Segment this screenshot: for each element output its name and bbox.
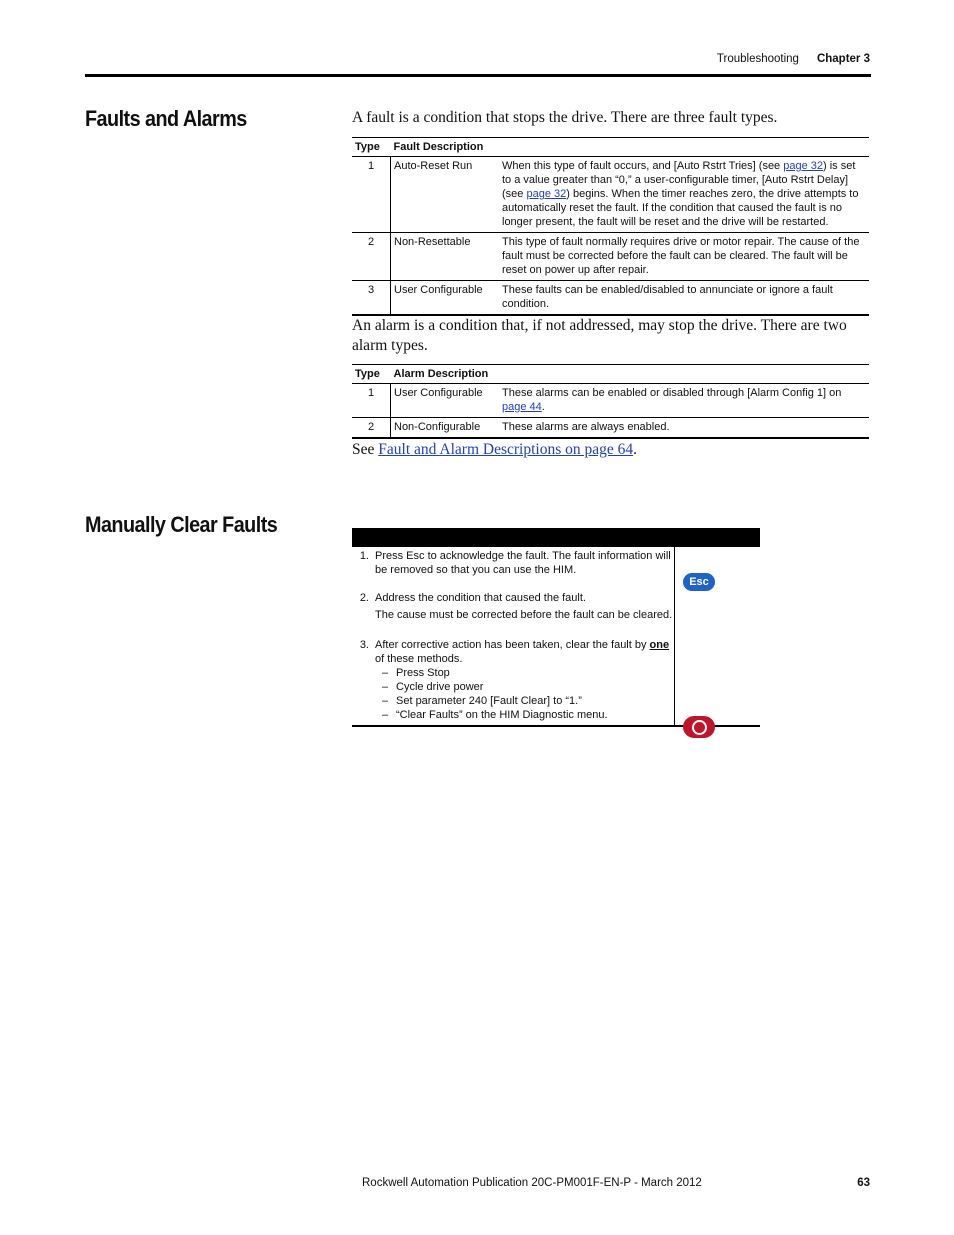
method-item: – Press Stop — [382, 667, 450, 679]
alarm-col-type: Type — [352, 365, 391, 384]
faults-alarms-heading: Faults and Alarms — [85, 106, 247, 131]
fault-type-number: 2 — [352, 233, 391, 281]
fault-col-desc: Fault Description — [391, 138, 870, 157]
page-number: 63 — [857, 1177, 870, 1189]
method-text: Press Stop — [396, 667, 450, 679]
table-row — [352, 157, 869, 233]
clear-faults-procedure — [352, 528, 760, 727]
procedure-step — [352, 638, 674, 666]
alarm-type-name: Non-Configurable — [391, 418, 500, 439]
method-text: Cycle drive power — [396, 681, 484, 693]
step-text — [375, 638, 674, 666]
header-section: Troubleshooting — [716, 53, 799, 65]
publication-info: Rockwell Automation Publication 20C-PM001F-EN-P - March 2012 — [362, 1177, 702, 1189]
see-prefix: See — [352, 441, 379, 458]
alarm-type-number: 2 — [352, 418, 391, 439]
see-suffix: . — [633, 441, 637, 458]
step-text: Address the condition that caused the fault. — [375, 592, 586, 604]
method-item: – Cycle drive power — [382, 681, 484, 693]
esc-key-icon: Esc — [683, 573, 715, 591]
step-number: 2. — [359, 592, 369, 604]
fault-type-description: This type of fault normally requires drive or motor repair. The cause of the fault must be corrected before the fault can be cleared. The fault will be reset on power up after repair. — [499, 233, 869, 281]
manually-clear-heading: Manually Clear Faults — [85, 512, 278, 537]
table-row — [352, 233, 869, 281]
method-item: – Set parameter 240 [Fault Clear] to “1.” — [382, 695, 582, 707]
table-row — [352, 384, 869, 418]
table-row — [352, 418, 869, 439]
procedure-step — [352, 591, 674, 605]
step-number: 3. — [359, 639, 369, 651]
fault-alarm-descriptions-link[interactable]: Fault and Alarm Descriptions on page 64 — [378, 441, 634, 458]
fault-type-number: 3 — [352, 281, 391, 316]
alarm-type-name: User Configurable — [391, 384, 500, 418]
alarm-type-description: These alarms are always enabled. — [499, 418, 869, 439]
method-text: Set parameter 240 [Fault Clear] to “1.” — [396, 695, 582, 707]
desc-text: These alarms can be enabled or disabled through [Alarm Config 1] on — [502, 387, 842, 399]
step-text-b: of these methods. — [375, 653, 463, 665]
page-32-link[interactable]: page 32 — [783, 160, 823, 172]
header-chapter: Chapter 3 — [816, 53, 870, 65]
fault-type-name: Non-Resettable — [391, 233, 500, 281]
alarm-type-number: 1 — [352, 384, 391, 418]
desc-text: When this type of fault occurs, and [Auto Rstrt Tries] (see — [502, 160, 784, 172]
method-item: – “Clear Faults” on the HIM Diagnostic menu. — [382, 709, 608, 721]
step-note-text: The cause must be corrected before the fault can be cleared. — [375, 609, 673, 621]
see-reference — [352, 440, 637, 460]
fault-type-name: User Configurable — [391, 281, 500, 316]
alarm-types-table — [352, 364, 869, 439]
step-note — [352, 608, 674, 622]
desc-text: ) begins. When the timer reaches zero, the drive attempts to automatically reset the fault. If the condition that caused the fault is no longer present, the fault will be reset and the drive will be restarted. — [502, 188, 859, 228]
page-44-link[interactable]: page 44 — [502, 401, 542, 413]
fault-types-table — [352, 137, 869, 316]
fault-type-name: Auto-Reset Run — [391, 157, 500, 233]
header-rule — [85, 74, 871, 77]
procedure-step — [352, 549, 674, 577]
step-text: Press Esc to acknowledge the fault. The fault information will be removed so that you can use the HIM. — [375, 550, 671, 576]
running-header — [717, 53, 870, 65]
desc-text: . — [541, 401, 545, 413]
fault-type-number: 1 — [352, 157, 391, 233]
fault-type-description — [499, 157, 869, 233]
step-number: 1. — [359, 550, 369, 562]
emphasis-one: one — [649, 639, 670, 651]
stop-button-icon — [683, 716, 715, 738]
fault-col-type: Type — [352, 138, 391, 157]
step-text-a: After corrective action has been taken, clear the fault by — [375, 639, 650, 651]
desc-text: ) is set to a value greater than “0,” a user-configurable timer, [Auto Rstrt Delay] (see — [502, 160, 856, 200]
alarm-type-description — [499, 384, 869, 418]
table-row — [352, 281, 869, 316]
alarm-col-desc: Alarm Description — [391, 365, 870, 384]
alarm-intro: An alarm is a condition that, if not addressed, may stop the drive. There are two alarm types. — [352, 317, 847, 354]
procedure-header-bar — [352, 528, 760, 547]
method-text: “Clear Faults” on the HIM Diagnostic menu. — [396, 709, 608, 721]
fault-type-description: These faults can be enabled/disabled to annunciate or ignore a fault condition. — [499, 281, 869, 316]
fault-intro: A fault is a condition that stops the drive. There are three fault types. — [352, 109, 778, 126]
page-32-link[interactable]: page 32 — [526, 188, 567, 200]
